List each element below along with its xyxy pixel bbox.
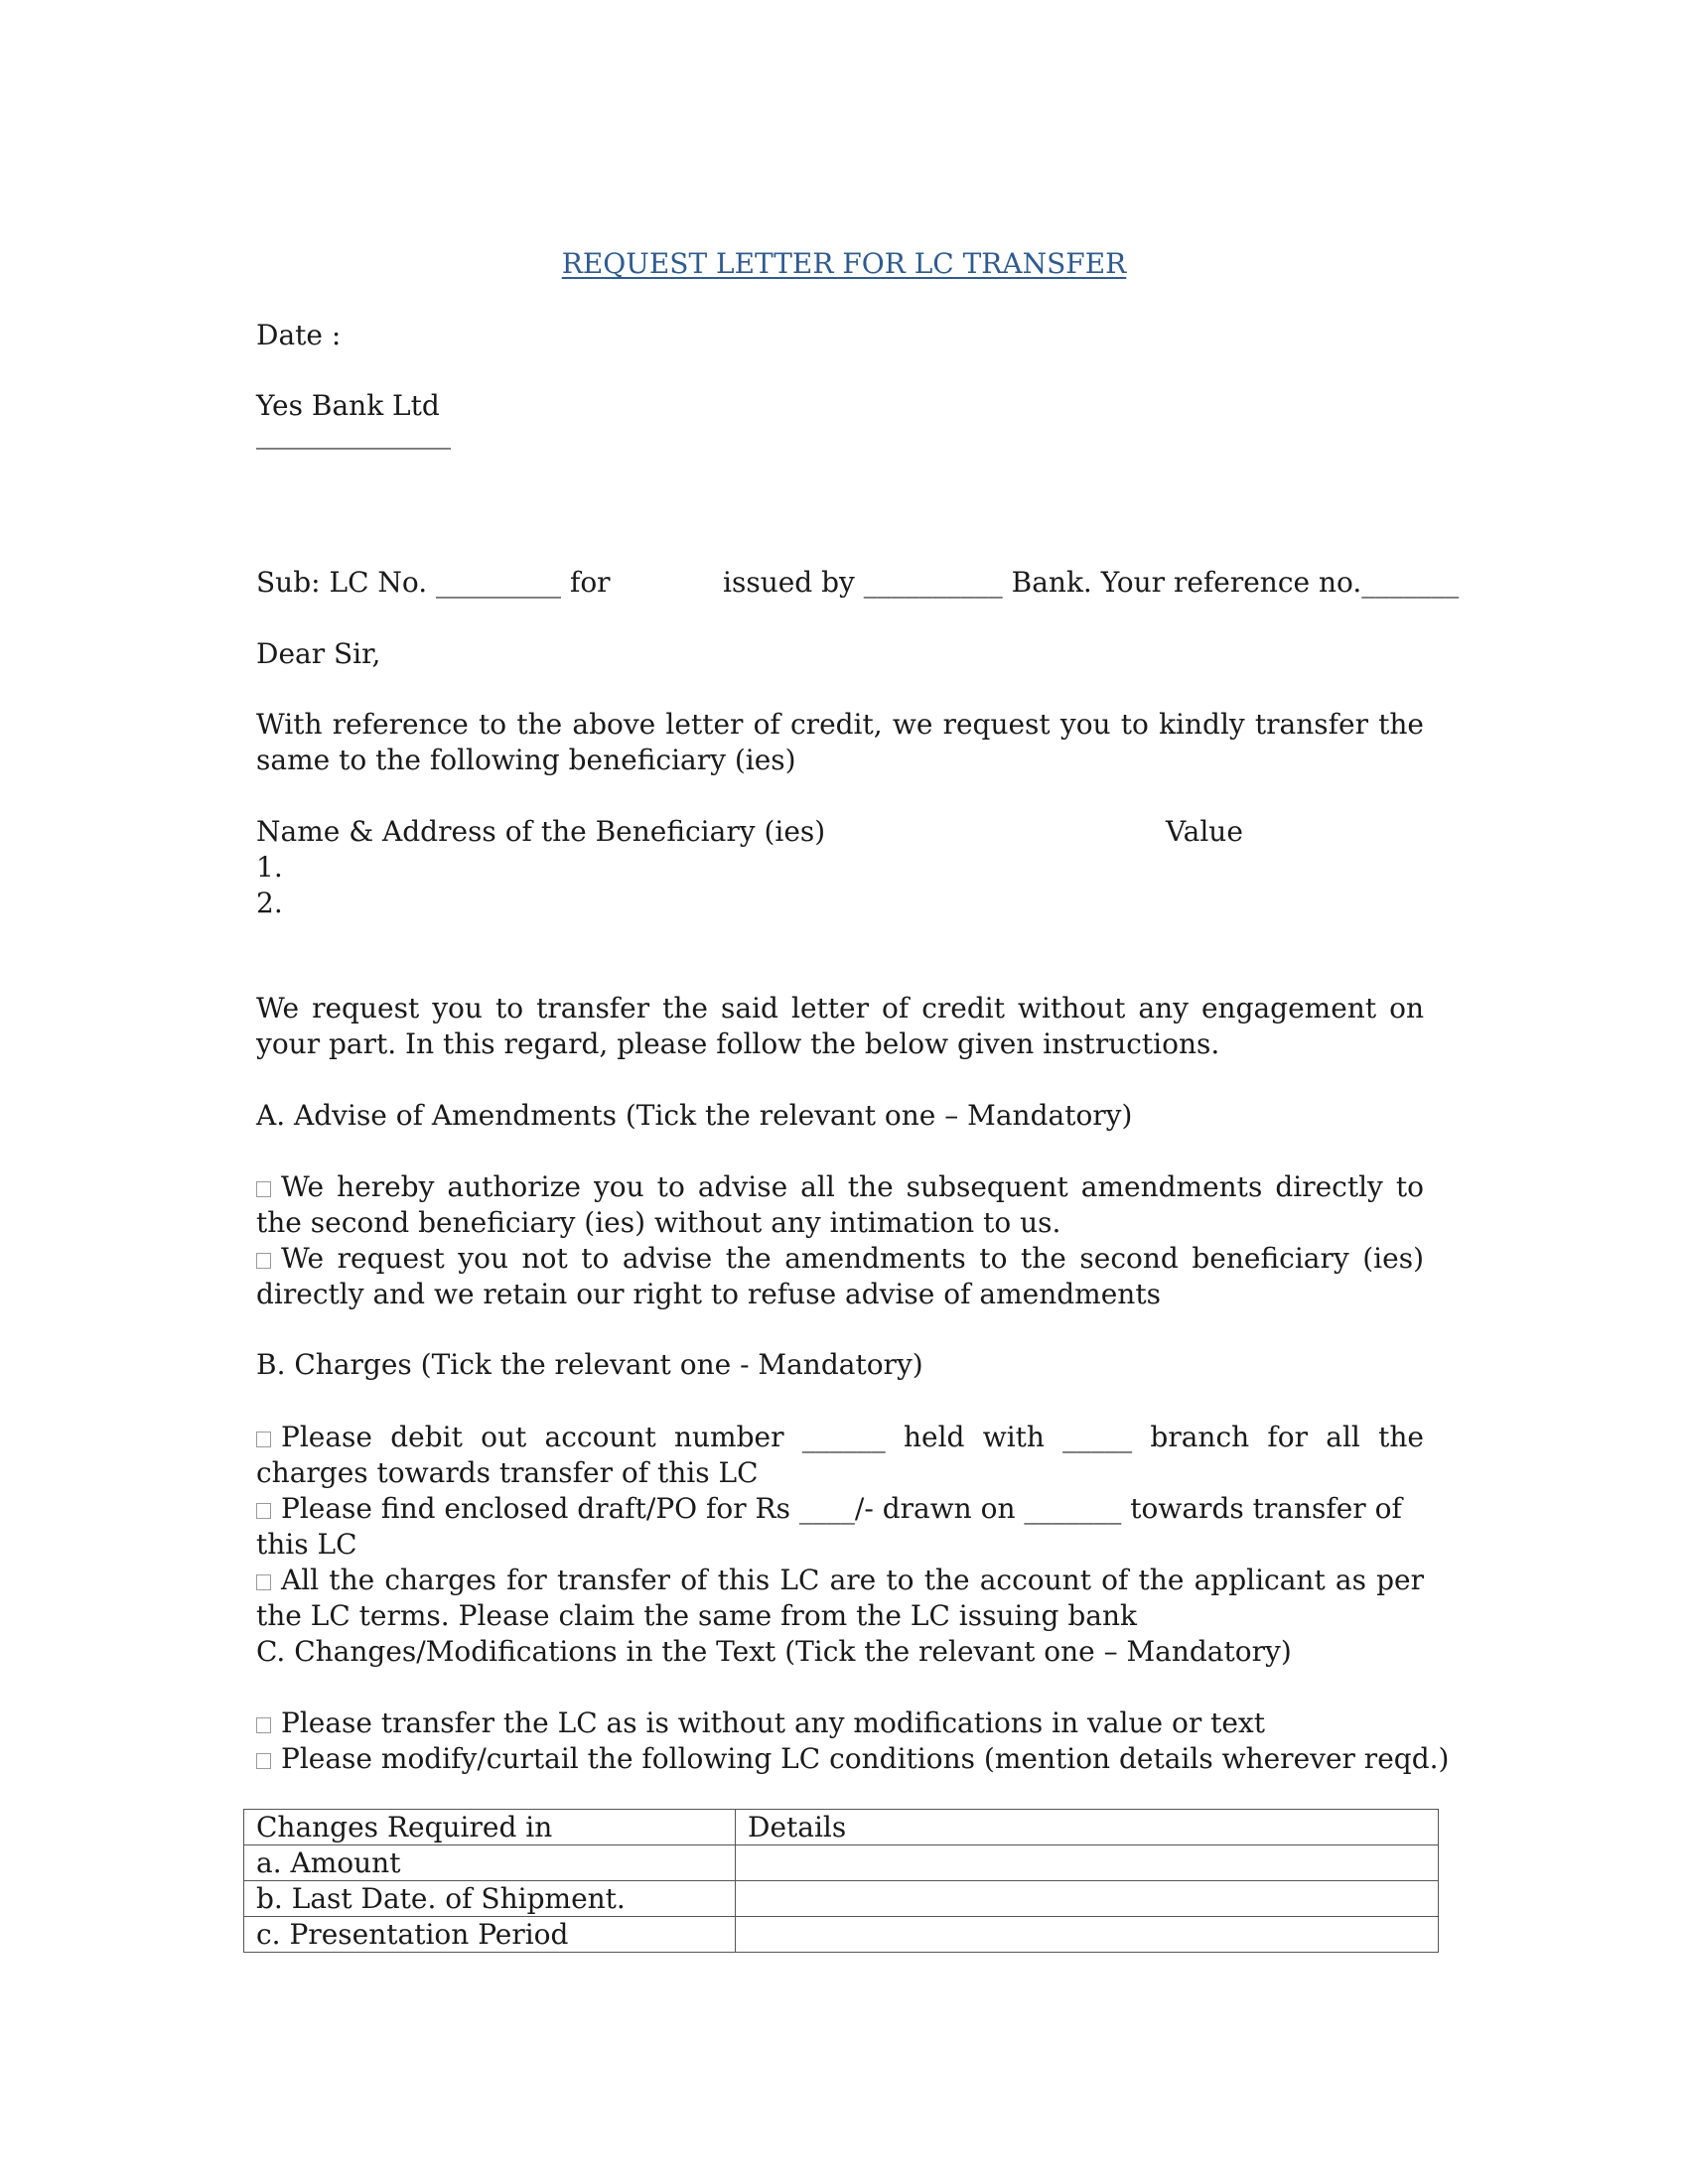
section-c-option: Please transfer the LC as is without any modifications in value or text <box>256 1706 1424 1741</box>
table-row <box>244 1881 1439 1917</box>
beneficiary-name-header: Name & Address of the Beneficiary (ies) <box>256 815 826 848</box>
table-header-cell: Changes Required in <box>244 1810 736 1845</box>
table-cell: a. Amount <box>244 1845 736 1881</box>
table-header-row <box>244 1810 1439 1845</box>
section-b-options <box>256 1420 1424 1634</box>
table-header-cell: Details <box>736 1810 1439 1845</box>
subject-issued-by: issued by __________ Bank. Your reference no._______ <box>723 566 1460 599</box>
details-cell[interactable] <box>736 1917 1439 1953</box>
table-cell: b. Last Date. of Shipment. <box>244 1881 736 1917</box>
intro-paragraph: With reference to the above letter of credit, we request you to kindly transfer the same to the following beneficiary (ies) <box>256 708 1424 776</box>
checkbox-icon[interactable] <box>256 1503 271 1519</box>
section-a-option: We hereby authorize you to advise all the subsequent amendments directly to the second beneficiary (ies) without any intimation to us. <box>256 1170 1424 1239</box>
details-cell[interactable] <box>736 1845 1439 1881</box>
beneficiary-item: 1. <box>256 851 283 884</box>
date-label: Date : <box>256 319 342 351</box>
beneficiary-value-header: Value <box>1166 815 1243 848</box>
section-b-option: Please find enclosed draft/PO for Rs ____/- drawn on _______ towards transfer of this LC <box>256 1492 1402 1561</box>
subject-line <box>256 565 1460 601</box>
checkbox-icon[interactable] <box>256 1181 271 1197</box>
section-c-option: Please modify/curtail the following LC conditions (mention details wherever reqd.) <box>256 1741 1424 1777</box>
bank-name: Yes Bank Ltd <box>256 389 440 422</box>
checkbox-icon[interactable] <box>256 1574 271 1590</box>
bank-address-line: ______________ <box>256 417 451 450</box>
section-b-heading: B. Charges (Tick the relevant one - Mandatory) <box>256 1348 923 1381</box>
section-b-option: Please debit out account number ______ held with _____ branch for all the charges towards transfer of this LC <box>256 1421 1424 1489</box>
checkbox-icon[interactable] <box>256 1717 271 1733</box>
table-row <box>244 1845 1439 1881</box>
section-c-options <box>256 1706 1450 1777</box>
table-cell: c. Presentation Period <box>244 1917 736 1953</box>
checkbox-icon[interactable] <box>256 1432 271 1447</box>
request-paragraph: We request you to transfer the said letter of credit without any engagement on your part. In this regard, please follow the below given instructions. <box>256 992 1424 1060</box>
section-a-option: We request you not to advise the amendments to the second beneficiary (ies) directly and we retain our right to refuse advise of amendments <box>256 1242 1424 1310</box>
section-a-heading: A. Advise of Amendments (Tick the relevant one – Mandatory) <box>256 1099 1133 1132</box>
subject-lc-number: Sub: LC No. _________ for <box>256 566 611 599</box>
page-title: REQUEST LETTER FOR LC TRANSFER <box>561 247 1127 280</box>
section-c-heading: C. Changes/Modifications in the Text (Tick the relevant one – Mandatory) <box>256 1635 1292 1668</box>
salutation: Dear Sir, <box>256 637 381 670</box>
section-b-option: All the charges for transfer of this LC are to the account of the applicant as per the LC terms. Please claim the same from the LC issuing bank <box>256 1564 1424 1632</box>
beneficiary-header <box>256 814 1424 850</box>
changes-table <box>243 1809 1439 1953</box>
checkbox-icon[interactable] <box>256 1753 271 1769</box>
section-a-options <box>256 1169 1424 1312</box>
checkbox-icon[interactable] <box>256 1253 271 1269</box>
beneficiary-item: 2. <box>256 887 283 919</box>
details-cell[interactable] <box>736 1881 1439 1917</box>
table-row <box>244 1917 1439 1953</box>
